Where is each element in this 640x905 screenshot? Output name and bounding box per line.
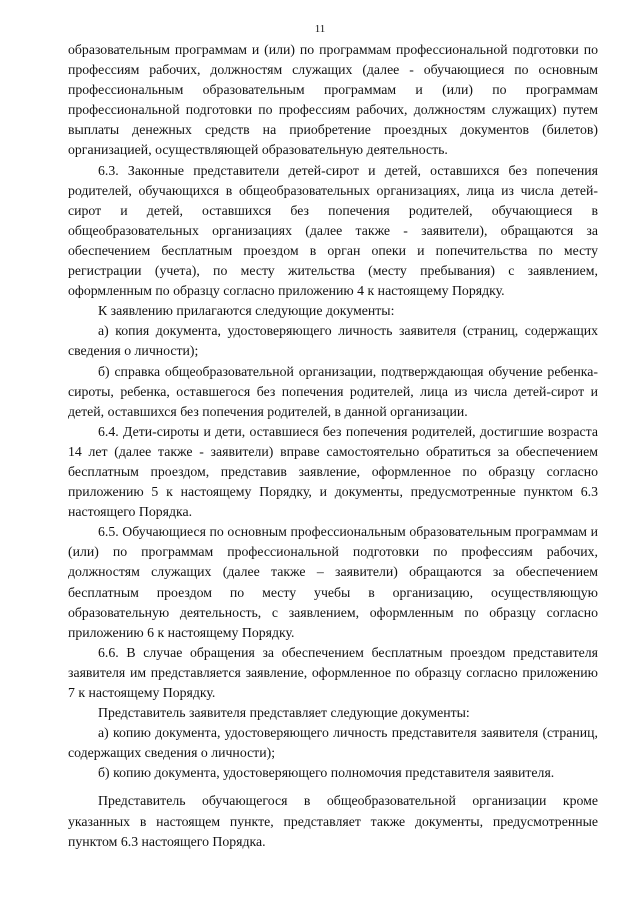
paragraph-item-a: а) копия документа, удостоверяющего личность заявителя (страниц, содержащих сведения о личности); (68, 323, 598, 359)
page-number: 11 (314, 23, 326, 35)
paragraph-6-3: 6.3. Законные представители детей-сирот и детей, оставшихся без попечения родителей, обучающихся в общеобразовательных организациях, лица из числа детей-сирот и детей, оставшихся без попечения родителей, обучающиеся в общеобразовательных организациях (далее также - заявители), обращаются за обеспечением бесплатным проездом в орган опеки и попечительства по месту регистрации (учета), по месту жительства (месту пребывания) с заявлением, оформленным по образцу согласно приложению 4 к настоящему Порядку. (68, 162, 598, 299)
paragraph-6-4: 6.4. Дети-сироты и дети, оставшиеся без попечения родителей, достигшие возраста 14 лет (далее также - заявители) вправе самостоятельно обратиться за обеспечением бесплатным проездом, представив заявление, оформленное по образцу согласно приложению 5 к настоящему Порядку, и документы, предусмотренные пунктом 6.3 настоящего Порядка. (68, 423, 598, 520)
paragraph-attachments-intro: К заявлению прилагаются следующие документы: (98, 303, 395, 319)
paragraph-item-b: б) справка общеобразовательной организации, подтверждающая обучение ребенка-сироты, ребенка, оставшегося без попечения родителей, лица из числа детей-сирот и детей, оставшихся без попечения родителей, в данной организации. (68, 363, 598, 419)
paragraph-continuation: образовательным программам и (или) по программам профессиональной подготовки по профессиям рабочих, должностям служащих (далее - обучающиеся по основным профессиональным образовательным программам и (или) по программам профессиональной подготовки по профессиям рабочих, должностям служащих) путем выплаты денежных средств на приобретение проездных документов (билетов) организацией, осуществляющей образовательную деятельность. (68, 42, 598, 158)
paragraph-rep-item-b: б) копию документа, удостоверяющего полномочия представителя заявителя. (98, 765, 555, 781)
paragraph-representative-documents: Представитель заявителя представляет следующие документы: (98, 705, 470, 721)
paragraph-6-5: 6.5. Обучающиеся по основным профессиональным образовательным программам и (или) по программам профессиональной подготовки по профессиям рабочих, должностям служащих (далее также – заявители) обращаются за обеспечением бесплатным проездом по месту учебы в организацию, осуществляющую образовательную деятельность, с заявлением, оформленным по образцу согласно приложению 6 к настоящему Порядку. (68, 524, 598, 640)
paragraph-representative-student: Представитель обучающегося в общеобразовательной организации кроме указанных в настоящем пункте, представляет также документы, предусмотренные пунктом 6.3 настоящего Порядка. (68, 793, 598, 849)
paragraph-6-6: 6.6. В случае обращения за обеспечением бесплатным проездом представителя заявителя им представляется заявление, оформленное по образцу согласно приложению 7 к настоящему Порядку. (68, 644, 598, 700)
document-body (68, 40, 598, 852)
paragraph-rep-item-a: а) копию документа, удостоверяющего личность представителя заявителя (страниц, содержащих сведения о личности); (68, 725, 598, 761)
